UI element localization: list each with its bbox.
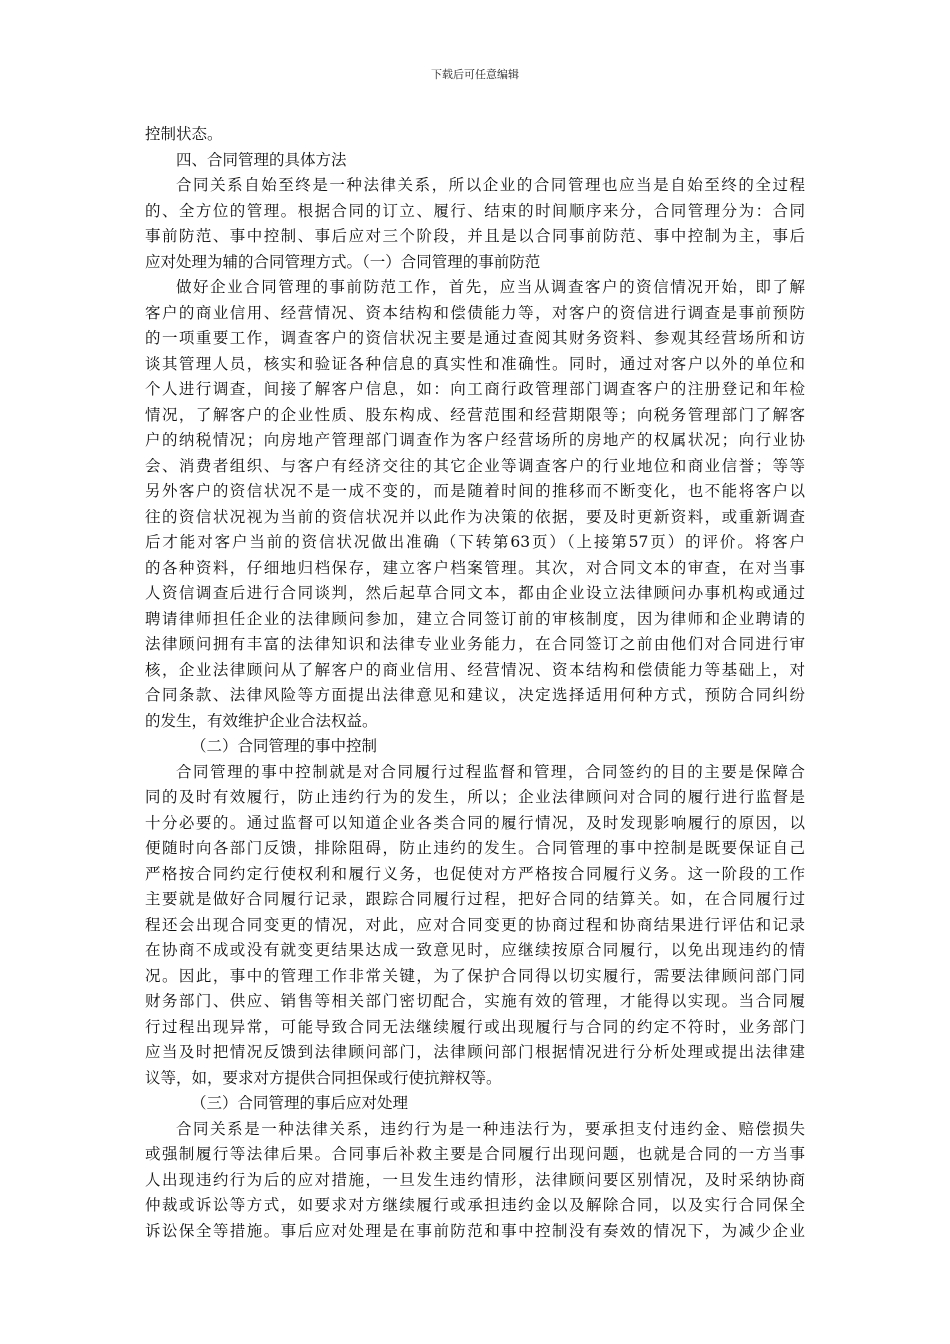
text-line: 控制状态。 [145, 125, 223, 143]
text-line: 法律顾问拥有丰富的法律知识和法律专业业务能力，在合同签订之前由他们对合同进行审 [145, 635, 805, 653]
text-line: 人出现违约行为后的应对措施，一旦发生违约情形，法律顾问要区别情况，及时采纳协商 [145, 1170, 805, 1189]
text-line: 的各种资料，仔细地归档保存，建立客户档案管理。其次，对合同文本的审查，在对当事 [145, 558, 805, 577]
text-line: 财务部门、供应、销售等相关部门密切配合，实施有效的管理，才能得以实现。当合同履 [145, 992, 805, 1010]
text-line: 或强制履行等法律后果。合同事后补救主要是合同履行出现问题，也就是合同的一方当事 [145, 1145, 805, 1163]
document-body [145, 122, 805, 1244]
text-line: （二）合同管理的事中控制 [191, 737, 378, 755]
text-line: 便随时向各部门反馈，排除阻碍，防止违约的发生。合同管理的事中控制是既要保证自己 [145, 839, 805, 857]
text-line: 户的纳税情况；向房地产管理部门调查作为客户经营场所的房地产的权属状况；向行业协 [145, 431, 805, 449]
text-line: 的一项重要工作，调查客户的资信状况主要是通过查阅其财务资料、参观其经营场所和访 [145, 329, 805, 347]
text-line: 客户的商业信用、经营情况、资本结构和偿债能力等，对客户的资信进行调查是事前预防 [145, 303, 805, 322]
text-line: 行过程出现异常，可能导致合同无法继续履行或出现履行与合同的约定不符时，业务部门 [145, 1017, 805, 1036]
text-line: 核，企业法律顾问从了解客户的商业信用、经营情况、资本结构和偿债能力等基础上，对 [145, 660, 805, 679]
text-line: 的、全方位的管理。根据合同的订立、履行、结束的时间顺序来分，合同管理分为：合同 [145, 201, 805, 220]
text-line: 往的资信状况视为当前的资信状况并以此作为决策的依据，要及时更新资料，或重新调查 [145, 507, 805, 526]
text-line: 同的及时有效履行，防止违约行为的发生，所以；企业法律顾问对合同的履行进行监督是 [145, 788, 805, 806]
text-line: 另外客户的资信状况不是一成不变的，而是随着时间的推移而不断变化，也不能将客户以 [145, 482, 805, 500]
text-line: （三）合同管理的事后应对处理 [191, 1094, 409, 1112]
text-line: 合同条款、法律风险等方面提出法律意见和建议，决定选择适用何种方式，预防合同纠纷 [145, 686, 805, 704]
text-line: 严格按合同约定行使权利和履行义务，也促使对方严格按合同履行义务。这一阶段的工作 [145, 864, 805, 883]
text-line: 情况，了解客户的企业性质、股东构成、经营范围和经营期限等；向税务管理部门了解客 [145, 405, 805, 424]
text-line: 事前防范、事中控制、事后应对三个阶段，并且是以合同事前防范、事中控制为主，事后 [145, 227, 805, 245]
text-line: 仲裁或诉讼等方式，如要求对方继续履行或承担违约金以及解除合同，以及实行合同保全 [145, 1196, 805, 1214]
text-line: 程还会出现合同变更的情况，对此，应对合同变更的协商过程和协商结果进行评估和记录 [145, 915, 805, 934]
text-line: 人资信调查后进行合同谈判，然后起草合同文本，都由企业设立法律顾问办事机构或通过 [145, 584, 805, 602]
text-line: 应当及时把情况反馈到法律顾问部门，法律顾问部门根据情况进行分析处理或提出法律建 [145, 1043, 805, 1061]
text-line: 的发生，有效维护企业合法权益。 [145, 711, 378, 730]
text-line: 在协商不成或没有就变更结果达成一致意见时，应继续按原合同履行，以免出现违约的情 [145, 941, 805, 959]
text-line: 聘请律师担任企业的法律顾问参加，建立合同签订前的审核制度，因为律师和企业聘请的 [145, 609, 805, 628]
text-line: 议等，如，要求对方提供合同担保或行使抗辩权等。 [145, 1068, 502, 1087]
text-line: 诉讼保全等措施。事后应对处理是在事前防范和事中控制没有奏效的情况下，为减少企业 [145, 1221, 805, 1240]
text-line: 况。因此，事中的管理工作非常关键，为了保护合同得以切实履行，需要法律顾问部门同 [145, 966, 805, 985]
text-line: 应对处理为辅的合同管理方式。（一）合同管理的事前防范 [145, 252, 541, 271]
text-line: 谈其管理人员，核实和验证各种信息的真实性和准确性。同时，通过对客户以外的单位和 [145, 354, 805, 373]
text-line: 四、合同管理的具体方法 [176, 150, 347, 169]
page-header: 下载后可任意编辑 [431, 68, 519, 81]
text-line: 合同关系是一种法律关系，违约行为是一种违法行为，要承担支付违约金、赔偿损失 [176, 1119, 805, 1138]
text-line: 合同关系自始至终是一种法律关系，所以企业的合同管理也应当是自始至终的全过程 [176, 176, 805, 194]
text-line: 十分必要的。通过监督可以知道企业各类合同的履行情况，及时发现影响履行的原因，以 [145, 813, 805, 832]
text-line: 个人进行调查，间接了解客户信息，如：向工商行政管理部门调查客户的注册登记和年检 [145, 380, 805, 398]
text-line: 后才能对客户当前的资信状况做出准确（下转第63页）（上接第57页）的评价。将客户 [145, 533, 805, 551]
text-line: 合同管理的事中控制就是对合同履行过程监督和管理，合同签约的目的主要是保障合 [176, 762, 805, 781]
text-line: 会、消费者组织、与客户有经济交往的其它企业等调查客户的行业地位和商业信誉；等等 [145, 456, 805, 475]
text-line: 主要就是做好合同履行记录，跟踪合同履行过程，把好合同的结算关。如，在合同履行过 [145, 890, 805, 908]
text-line: 做好企业合同管理的事前防范工作，首先，应当从调查客户的资信情况开始，即了解 [176, 278, 805, 296]
